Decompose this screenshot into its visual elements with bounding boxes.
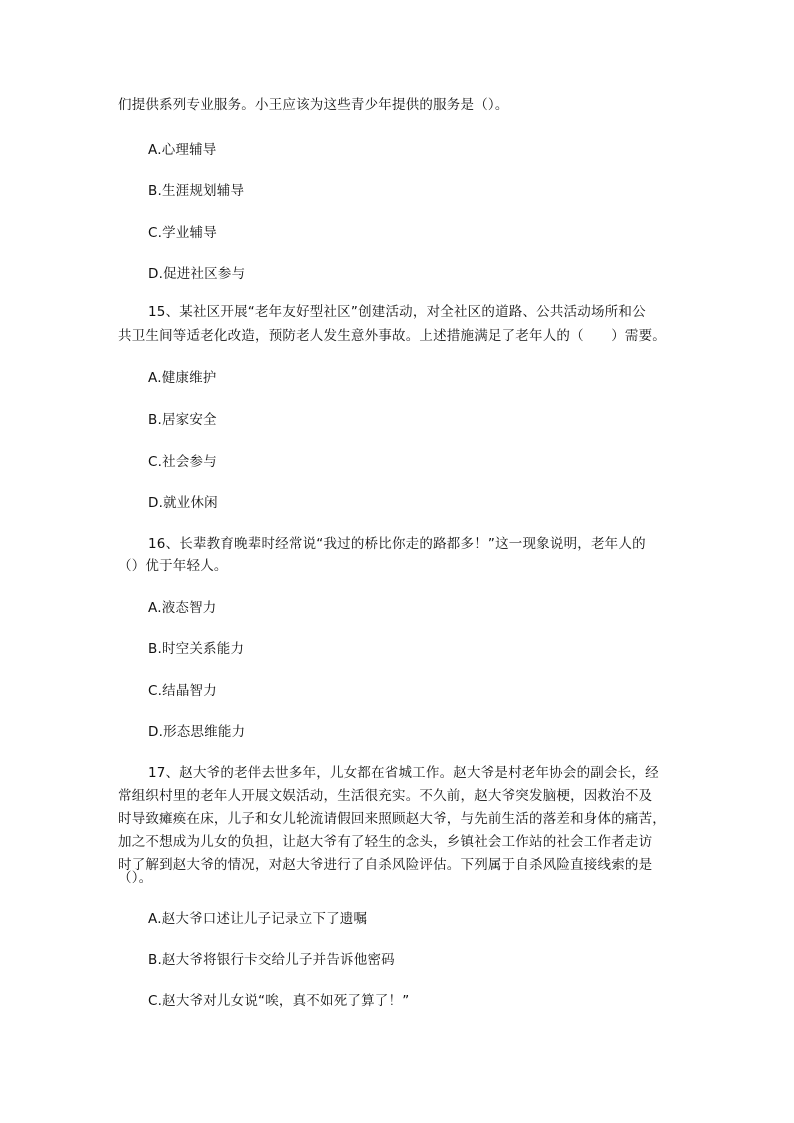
question-14-option-a: A.心理辅导 xyxy=(148,142,217,158)
question-17-stem-line-2: 常组织村里的老年人开展文娱活动，生活很充实。不久前，赵大爷突发脑梗，因救治不及 xyxy=(118,788,653,804)
question-17-option-a: A.赵大爷口述让儿子记录立下了遗嘱 xyxy=(148,911,368,927)
question-15-stem-line-2: 共卫生间等适老化改造，预防老人发生意外事故。上述措施满足了老年人的（ ）需要。 xyxy=(118,328,666,344)
question-15-stem-line-1: 15、某社区开展“老年友好型社区”创建活动，对全社区的道路、公共活动场所和公 xyxy=(148,304,646,320)
question-17-option-c: C.赵大爷对儿女说“唉，真不如死了算了！” xyxy=(148,993,410,1009)
question-16-option-c: C.结晶智力 xyxy=(148,683,217,699)
question-15-option-c: C.社会参与 xyxy=(148,454,217,470)
question-16-stem-line-2: （）优于年轻人。 xyxy=(118,558,228,574)
question-14-option-d: D.促进社区参与 xyxy=(148,266,246,282)
question-14-option-c: C.学业辅导 xyxy=(148,225,217,241)
question-17-stem-line-4: 加之不想成为儿女的负担，让赵大爷有了轻生的念头，乡镇社会工作站的社会工作者走访 xyxy=(118,834,653,850)
question-17-stem-line-5: 时了解到赵大爷的情况，对赵大爷进行了自杀风险评估。下列属于自杀风险直接线索的是 xyxy=(118,857,653,873)
question-17-option-b: B.赵大爷将银行卡交给儿子并告诉他密码 xyxy=(148,952,395,968)
question-15-option-a: A.健康维护 xyxy=(148,370,217,386)
question-16-option-b: B.时空关系能力 xyxy=(148,641,245,657)
question-17-stem-line-1: 17、赵大爷的老伴去世多年，儿女都在省城工作。赵大爷是村老年协会的副会长，经 xyxy=(148,765,659,781)
question-16-option-a: A.液态智力 xyxy=(148,600,217,616)
question-16-stem-line-1: 16、长辈教育晚辈时经常说“我过的桥比你走的路都多！”这一现象说明，老年人的 xyxy=(148,536,646,552)
question-14-stem-tail: 们提供系列专业服务。小王应该为这些青少年提供的服务是（）。 xyxy=(118,97,509,113)
question-14-option-b: B.生涯规划辅导 xyxy=(148,183,245,199)
question-15-option-d: D.就业休闲 xyxy=(148,495,218,511)
question-17-stem-line-3: 时导致瘫痪在床，儿子和女儿轮流请假回来照顾赵大爷，与先前生活的落差和身体的痛苦， xyxy=(118,811,666,827)
question-17-stem-line-6: （）。 xyxy=(118,870,153,886)
question-16-option-d: D.形态思维能力 xyxy=(148,724,246,740)
question-15-option-b: B.居家安全 xyxy=(148,412,217,428)
